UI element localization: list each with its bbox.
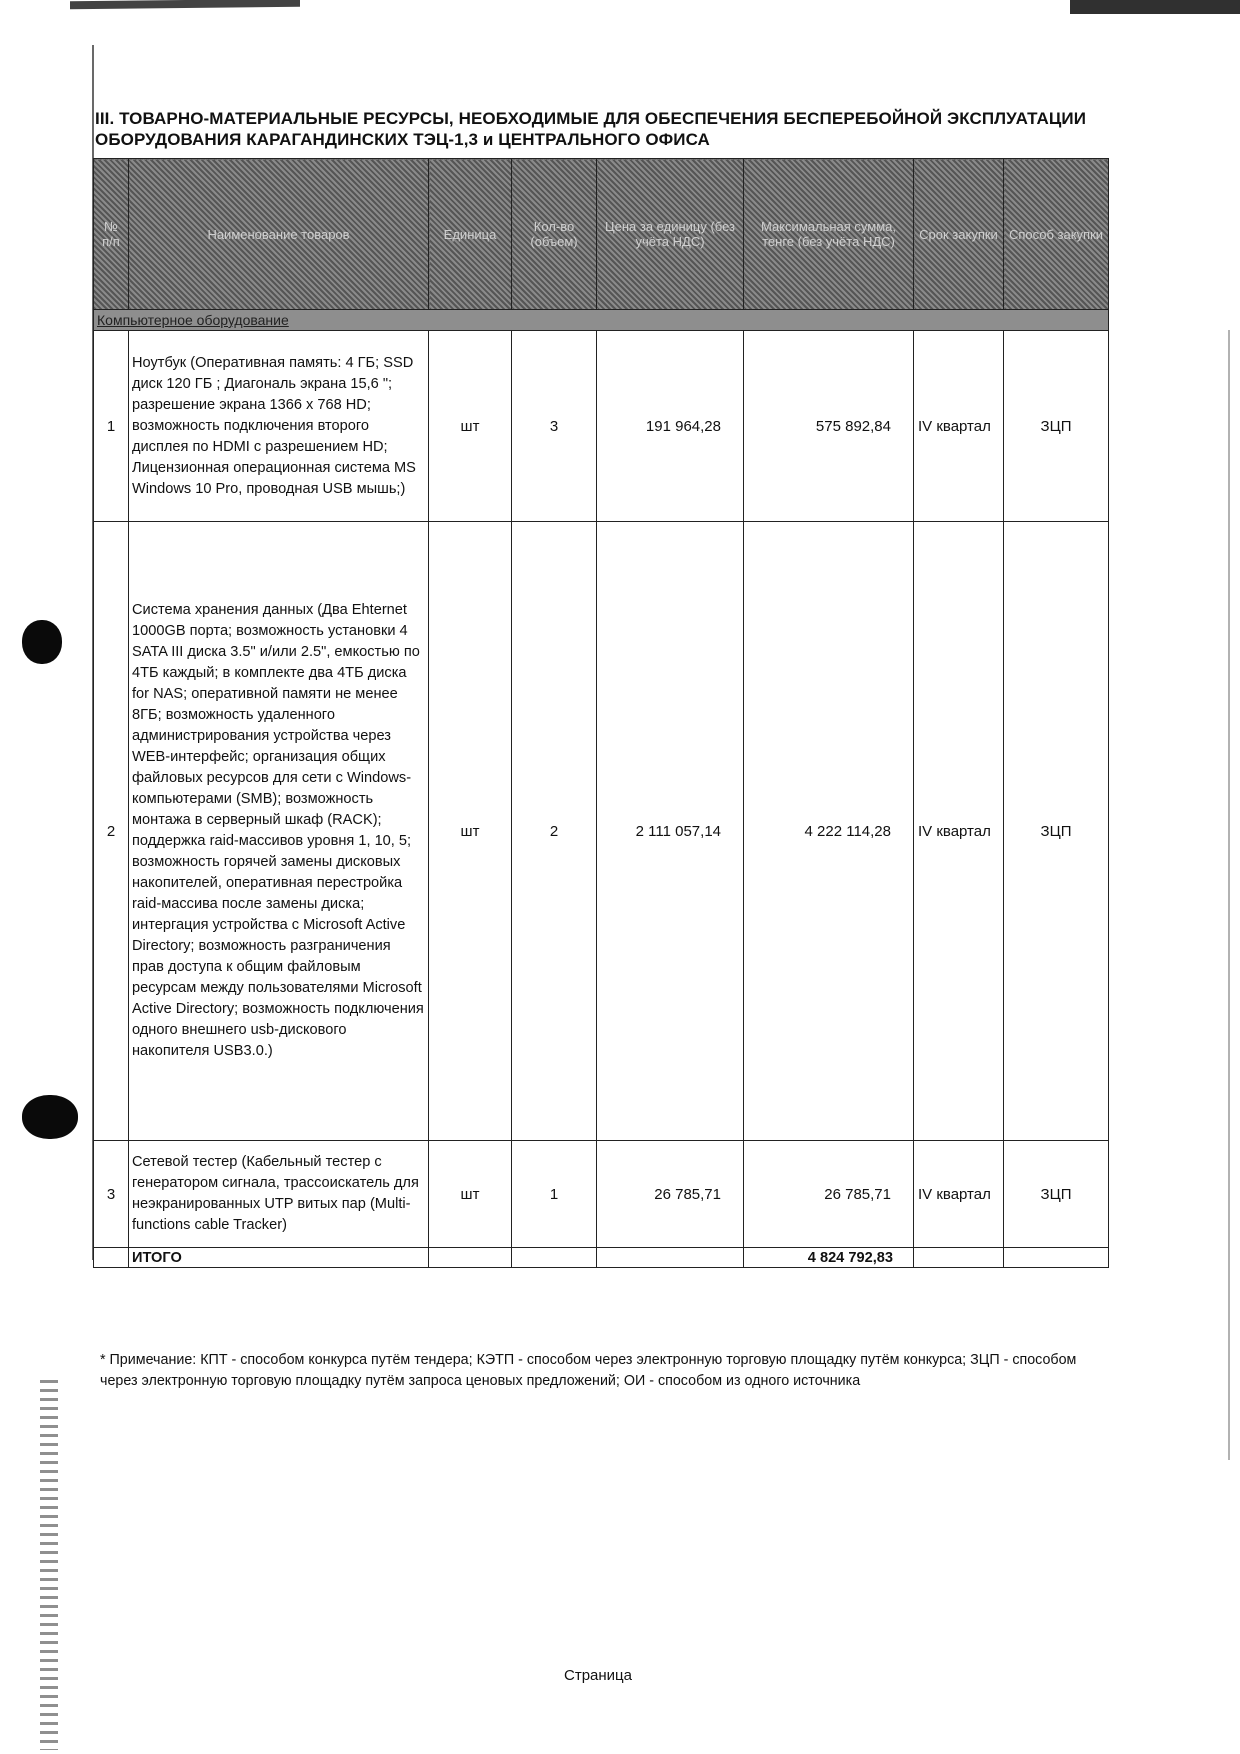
scan-artifact (1070, 0, 1240, 14)
item-period: IV квартал (914, 522, 1004, 1141)
page-title: III. ТОВАРНО-МАТЕРИАЛЬНЫЕ РЕСУРСЫ, НЕОБХОДИМЫЕ ДЛЯ ОБЕСПЕЧЕНИЯ БЕСПЕРЕБОЙНОЙ ЭКСПЛУАТАЦИИ ОБОРУДОВАНИЯ КАРАГАНДИНСКИХ ТЭЦ-1,3 и ЦЕНТРАЛЬНОГО ОФИСА (95, 109, 1087, 149)
item-name: Ноутбук (Оперативная память: 4 ГБ; SSD диск 120 ГБ ; Диагональ экрана 15,6 "; разрешение экрана 1366 x 768 HD; возможность подключения второго дисплея по HDMI с разрешением HD; Лицензионная операционная система MS Windows 10 Pro, проводная USB мышь;) (129, 331, 429, 522)
item-sum: 26 785,71 (744, 1141, 914, 1248)
scan-artifact (70, 0, 300, 9)
col-header-price: Цена за единицу (без учёта НДС) (597, 159, 744, 310)
total-spacer (914, 1248, 1004, 1268)
col-header-period: Срок закупки (914, 159, 1004, 310)
item-name: Система хранения данных (Два Ehternet 1000GB порта; возможность установки 4 SATA III диска 3.5" и/или 2.5", емкостью по 4ТБ каждый; в комплекте два 4ТБ диска for NAS; оперативной памяти не менее 8ГБ; возможность удаленного администрирования устройства через WEB-интерфейс; организация общих файловых ресурсов для сети с Windows-компьютерами (SMB); возможность монтажа в серверный шкаф (RACK); поддержка raid-массивов уровня 1, 10, 5; возможность горячей замены дисковых накопителей, оперативная перестройка raid-массива после замены диска; интергация устройства с Microsoft Active Directory; возможность разграничения прав доступа к общим файловым ресурсам между пользователями Microsoft Active Directory; возможность подключения одного внешнего usb-дискового накопителя USB3.0.) (129, 522, 429, 1141)
item-name: Сетевой тестер (Кабельный тестер с генератором сигнала, трассоискатель для неэкранированных UTP витых пар (Multi-functions cable Tracker) (129, 1141, 429, 1248)
total-value: 4 824 792,83 (744, 1248, 914, 1268)
total-spacer (597, 1248, 744, 1268)
item-price: 2 111 057,14 (597, 522, 744, 1141)
punch-hole (22, 1095, 78, 1139)
total-spacer (429, 1248, 512, 1268)
scan-artifact (40, 1380, 58, 1750)
section-title: Компьютерное оборудование (94, 310, 1109, 331)
col-header-unit: Единица (429, 159, 512, 310)
resources-table (93, 158, 1109, 1268)
item-price: 191 964,28 (597, 331, 744, 522)
table-row (94, 331, 1109, 522)
row-number: 1 (94, 331, 129, 522)
section-row (94, 310, 1109, 331)
col-header-method: Способ закупки (1004, 159, 1109, 310)
total-spacer (94, 1248, 129, 1268)
col-header-number: № п/п (94, 159, 129, 310)
page-footer: Страница (564, 1667, 632, 1684)
item-price: 26 785,71 (597, 1141, 744, 1248)
item-period: IV квартал (914, 331, 1004, 522)
row-number: 2 (94, 522, 129, 1141)
item-unit: шт (429, 1141, 512, 1248)
total-label: ИТОГО (129, 1248, 429, 1268)
item-unit: шт (429, 522, 512, 1141)
col-header-name: Наименование товаров (129, 159, 429, 310)
item-period: IV квартал (914, 1141, 1004, 1248)
item-qty: 2 (512, 522, 597, 1141)
item-sum: 4 222 114,28 (744, 522, 914, 1141)
item-qty: 1 (512, 1141, 597, 1248)
item-qty: 3 (512, 331, 597, 522)
table-row (94, 522, 1109, 1141)
footnote: * Примечание: КПТ - способом конкурса путём тендера; КЭТП - способом через электронную торговую площадку путём конкурса; ЗЦП - способом через электронную торговую площадку путём запроса ценовых предложений; ОИ - способом из одного источника (100, 1352, 1077, 1389)
scan-artifact (1228, 330, 1230, 1460)
total-spacer (512, 1248, 597, 1268)
col-header-sum: Максимальная сумма, тенге (без учёта НДС) (744, 159, 914, 310)
item-method: ЗЦП (1004, 331, 1109, 522)
item-unit: шт (429, 331, 512, 522)
table-row (94, 1141, 1109, 1248)
item-sum: 575 892,84 (744, 331, 914, 522)
table-header-row (94, 159, 1109, 310)
punch-hole (22, 620, 62, 664)
col-header-qty: Кол-во (объем) (512, 159, 597, 310)
item-method: ЗЦП (1004, 1141, 1109, 1248)
total-row (94, 1248, 1109, 1268)
row-number: 3 (94, 1141, 129, 1248)
item-method: ЗЦП (1004, 522, 1109, 1141)
total-spacer (1004, 1248, 1109, 1268)
